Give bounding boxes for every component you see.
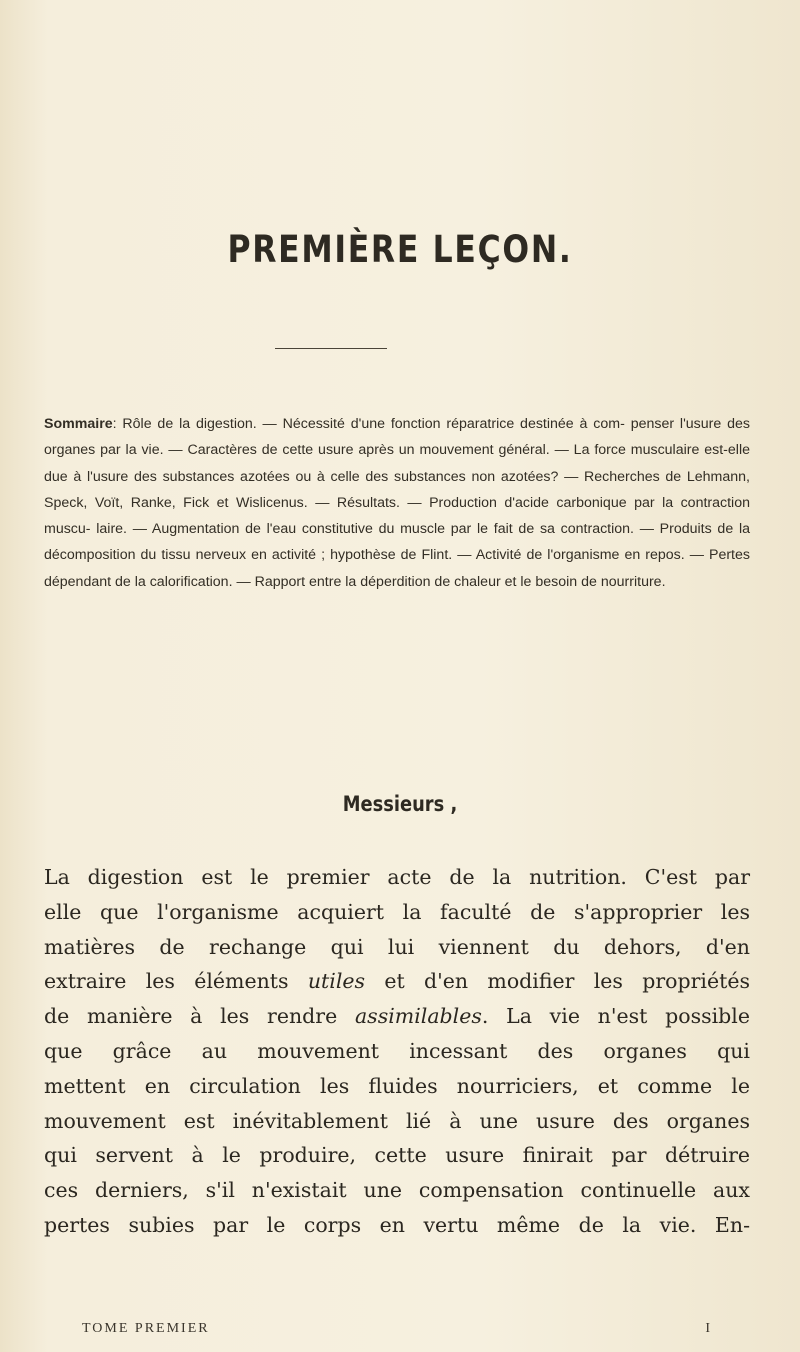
body-line: matières de rechange qui lui viennent du dehors, d'en <box>44 934 750 959</box>
emphasized-word: utiles <box>307 969 366 994</box>
summary-line: déperdition de chaleur et le besoin de nourriture. <box>360 573 666 590</box>
summary-line: général. — La force musculaire est-elle due à l'usure des substances azotées ou à celle <box>44 442 750 485</box>
summary-line: Rôle de la digestion. — Nécessité d'une fonction réparatrice destinée à com- <box>122 416 625 432</box>
summary-line: Wislicenus. — Résultats. — Production d'acide carbonique par la contraction muscu- <box>44 494 750 538</box>
body-line: mouvement est inévitablement lié à une usure des organes <box>44 1108 750 1133</box>
summary-line: Produits de la décomposition du tissu nerveux en activité ; hypothèse de Flint. — Activité <box>44 521 750 564</box>
body-text <box>44 860 750 1243</box>
body-line: ces derniers, s'il n'existait une compensation continuelle aux <box>44 1178 750 1203</box>
summary-paragraph <box>44 411 750 595</box>
body-line: La digestion est le premier acte de la nutrition. C'est par <box>44 865 750 889</box>
summary-line: des substances non azotées? — Recherches de Lehmann, Speck, Voït, Ranke, Fick et <box>44 468 750 511</box>
lesson-heading: PREMIÈRE LEÇON. <box>227 228 573 271</box>
body-line: qui servent à le produire, cette usure finirait par détruire <box>44 1143 750 1168</box>
signature-mark: I <box>705 1321 712 1336</box>
emphasized-word: assimilables <box>354 1004 482 1029</box>
body-line: elle que l'organisme acquiert la faculté de s'approprier les <box>44 899 750 924</box>
volume-label: TOME PREMIER <box>82 1321 210 1336</box>
summary-colon: : <box>112 416 123 432</box>
summary-line: laire. — Augmentation de l'eau constitutive du muscle par le fait de sa contraction. — <box>96 521 654 538</box>
greeting: Messieurs , <box>342 792 458 816</box>
summary-label: Sommaire <box>44 416 113 432</box>
body-line: extraire les éléments utiles et d'en modifier les propriétés <box>44 969 750 994</box>
body-line: pertes subies par le corps en vertu même de la vie. En- <box>44 1212 750 1237</box>
body-line: mettent en circulation les fluides nourriciers, et comme le <box>44 1073 750 1098</box>
summary-line: penser l'usure des organes par la vie. — Caractères de cette usure après un mouvement <box>44 416 750 459</box>
body-line: que grâce au mouvement incessant des organes qui <box>44 1038 750 1063</box>
heading-rule <box>275 348 387 349</box>
page-footer <box>82 1321 712 1337</box>
summary-line: de l'organisme en repos. — Pertes dépendant de la calorification. — Rapport entre la <box>44 547 750 590</box>
body-line: de manière à les rendre assimilables. La vie n'est possible <box>44 1004 750 1029</box>
